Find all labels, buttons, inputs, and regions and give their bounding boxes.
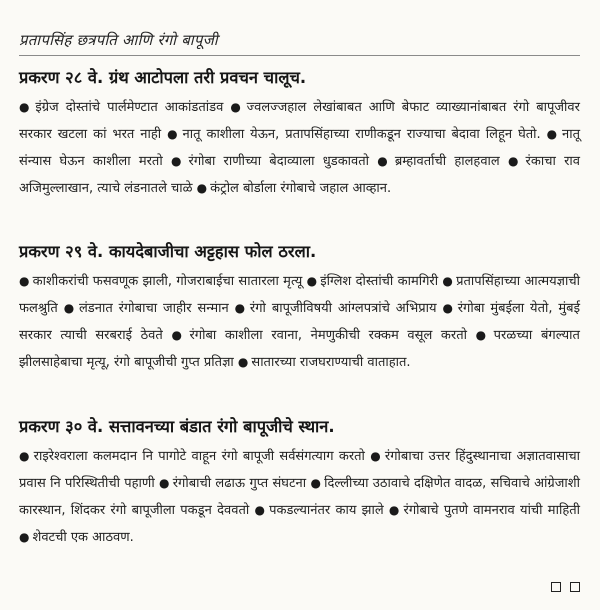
bullet-icon: ● <box>546 127 559 141</box>
list-item-text: नातू काशीला येऊन, प्रतापसिंहाच्या राणीकडून राज्याचा बेदावा लिहून घेतो. <box>182 127 541 142</box>
list-item-text: रंगोबा काशीला रवाना, नेमणुकीची रक्कम वसूल करतो <box>189 328 467 343</box>
list-item-text: प्रतापसिंहाच्या आत्मयज्ञाची फलश्रुति <box>19 274 580 316</box>
bullet-icon: ● <box>63 301 76 315</box>
list-item <box>255 503 384 518</box>
list-item <box>19 100 223 115</box>
list-item-text: रंगोबाची लढाऊ गुप्त संघटना <box>172 476 307 491</box>
list-item-text: काशीकरांची फसवणूक झाली, गोजराबाईचा सातारला मृत्यू <box>32 274 303 289</box>
bullet-icon: ● <box>507 154 523 168</box>
list-item-text: रंगोबा राणीच्या बेदाव्याला धुडकावतो <box>188 154 370 169</box>
list-item <box>64 301 229 316</box>
chapter-title: प्रकरण २८ वे. ग्रंथ आटोपला तरी प्रवचन चालूच. <box>19 68 307 87</box>
chapter-body <box>19 443 580 551</box>
bullet-icon: ● <box>170 154 186 168</box>
chapter-29 <box>19 242 580 376</box>
chapter-body <box>19 268 580 376</box>
list-item <box>167 127 541 142</box>
bullet-icon: ● <box>171 328 187 342</box>
running-header: प्रतापसिंह छत्रपति आणि रंगो बापूजी <box>19 31 218 49</box>
bullet-icon: ● <box>306 274 318 288</box>
list-item-text: परळच्या बंगल्यात झीलसाहेबाचा मृत्यू, रंगो बापूजीची गुप्त प्रतिज्ञा <box>19 328 580 370</box>
header-rule <box>19 55 580 56</box>
bullet-icon: ● <box>475 328 491 342</box>
bullet-icon: ● <box>388 503 401 517</box>
bullet-icon: ● <box>196 181 208 195</box>
list-item-text: कंट्रोल बोर्डाला रंगोबाचे जहाल आव्हान. <box>210 181 392 196</box>
square-mark-icon <box>551 582 561 592</box>
list-item <box>159 476 306 491</box>
list-item-text: रंगो बापूजीविषयी आंग्लपत्रांचे अभिप्राय <box>249 301 437 316</box>
bullet-icon: ● <box>230 100 244 114</box>
chapter-body <box>19 94 580 202</box>
list-item <box>19 530 134 545</box>
list-item-text: नातू संन्यास घेऊन काशीला मरतो <box>19 127 580 169</box>
list-item <box>238 355 411 370</box>
list-item-text: पकडल्यानंतर काय झाले <box>269 503 384 518</box>
bullet-icon: ● <box>19 100 33 114</box>
bullet-icon: ● <box>377 154 392 168</box>
bullet-icon: ● <box>370 449 382 463</box>
list-item <box>307 274 439 289</box>
list-item-text: ज्वलज्जहाल लेखांबाबत आणि बेफाट व्याख्यानांबाबत रंगो बापूजीवर सरकार खटला कां भरत नाही <box>19 100 580 142</box>
list-item-text: लंडनात रंगोबाचा जाहीर सन्मान <box>78 301 229 316</box>
chapter-28 <box>19 68 580 202</box>
bullet-icon: ● <box>159 476 170 490</box>
list-item <box>171 328 467 343</box>
list-item <box>377 154 499 169</box>
list-item-text: राइरेश्वराला कलमदान नि पागोटे वाहून रंगो बापूजी सर्वसंगत्याग करतो <box>33 449 365 464</box>
chapter-title: प्रकरण ३० वे. सत्तावनच्या बंडात रंगो बापूजीचे स्थान. <box>19 417 335 436</box>
list-item-text: रंगोबा मुंबईला येतो, मुंबई सरकार त्याची सरबराई ठेवते <box>19 301 580 343</box>
bullet-icon: ● <box>310 476 322 490</box>
list-item-text: शेवटची एक आठवण. <box>32 530 134 545</box>
chapter-title: प्रकरण २९ वे. कायदेबाजीचा अट्टहास फोल ठरला. <box>19 242 317 261</box>
bullet-icon: ● <box>234 301 247 315</box>
list-item-text: रंकाचा राव अजिमुल्लाखान, त्याचे लंडनातले चाळे <box>19 154 580 196</box>
list-item-text: इंग्रेज दोस्तांचे पार्लमेण्टात आकांडतांडव <box>35 100 224 115</box>
list-item <box>235 301 437 316</box>
bullet-icon: ● <box>167 127 180 141</box>
bullet-icon: ● <box>442 301 455 315</box>
list-item <box>19 449 365 464</box>
bullet-icon: ● <box>19 449 31 463</box>
bullet-icon: ● <box>254 503 267 517</box>
list-item-text: रंगोबाचे पुतणे वामनराव यांची माहिती <box>403 503 580 518</box>
bullet-icon: ● <box>19 274 30 288</box>
bullet-icon: ● <box>19 530 30 544</box>
list-item <box>389 503 580 518</box>
list-item <box>197 181 391 196</box>
list-item-text: ब्रम्हावर्ताची हालहवाल <box>394 154 500 169</box>
list-item <box>171 154 369 169</box>
list-item-text: रंगोबाचा उत्तर हिंदुस्थानाचा अज्ञातवासाचा प्रवास नि परिस्थितीची पहाणी <box>19 449 580 491</box>
list-item-text: इंग्लिश दोस्तांची कामगिरी <box>320 274 439 289</box>
list-item-text: सातारच्या राजघराण्याची वाताहात. <box>251 355 411 370</box>
bullet-icon: ● <box>442 274 454 288</box>
end-marks <box>551 582 580 592</box>
list-item-text: दिल्लीच्या उठावाचे दक्षिणेत वादळ, सचिवाचे आंग्रेजाशी कारस्थान, शिंदकर रंगो बापूजीला पकडून देववतो <box>19 476 580 518</box>
list-item <box>19 274 302 289</box>
square-mark-icon <box>570 582 580 592</box>
chapter-30 <box>19 417 580 551</box>
bullet-icon: ● <box>237 355 249 369</box>
